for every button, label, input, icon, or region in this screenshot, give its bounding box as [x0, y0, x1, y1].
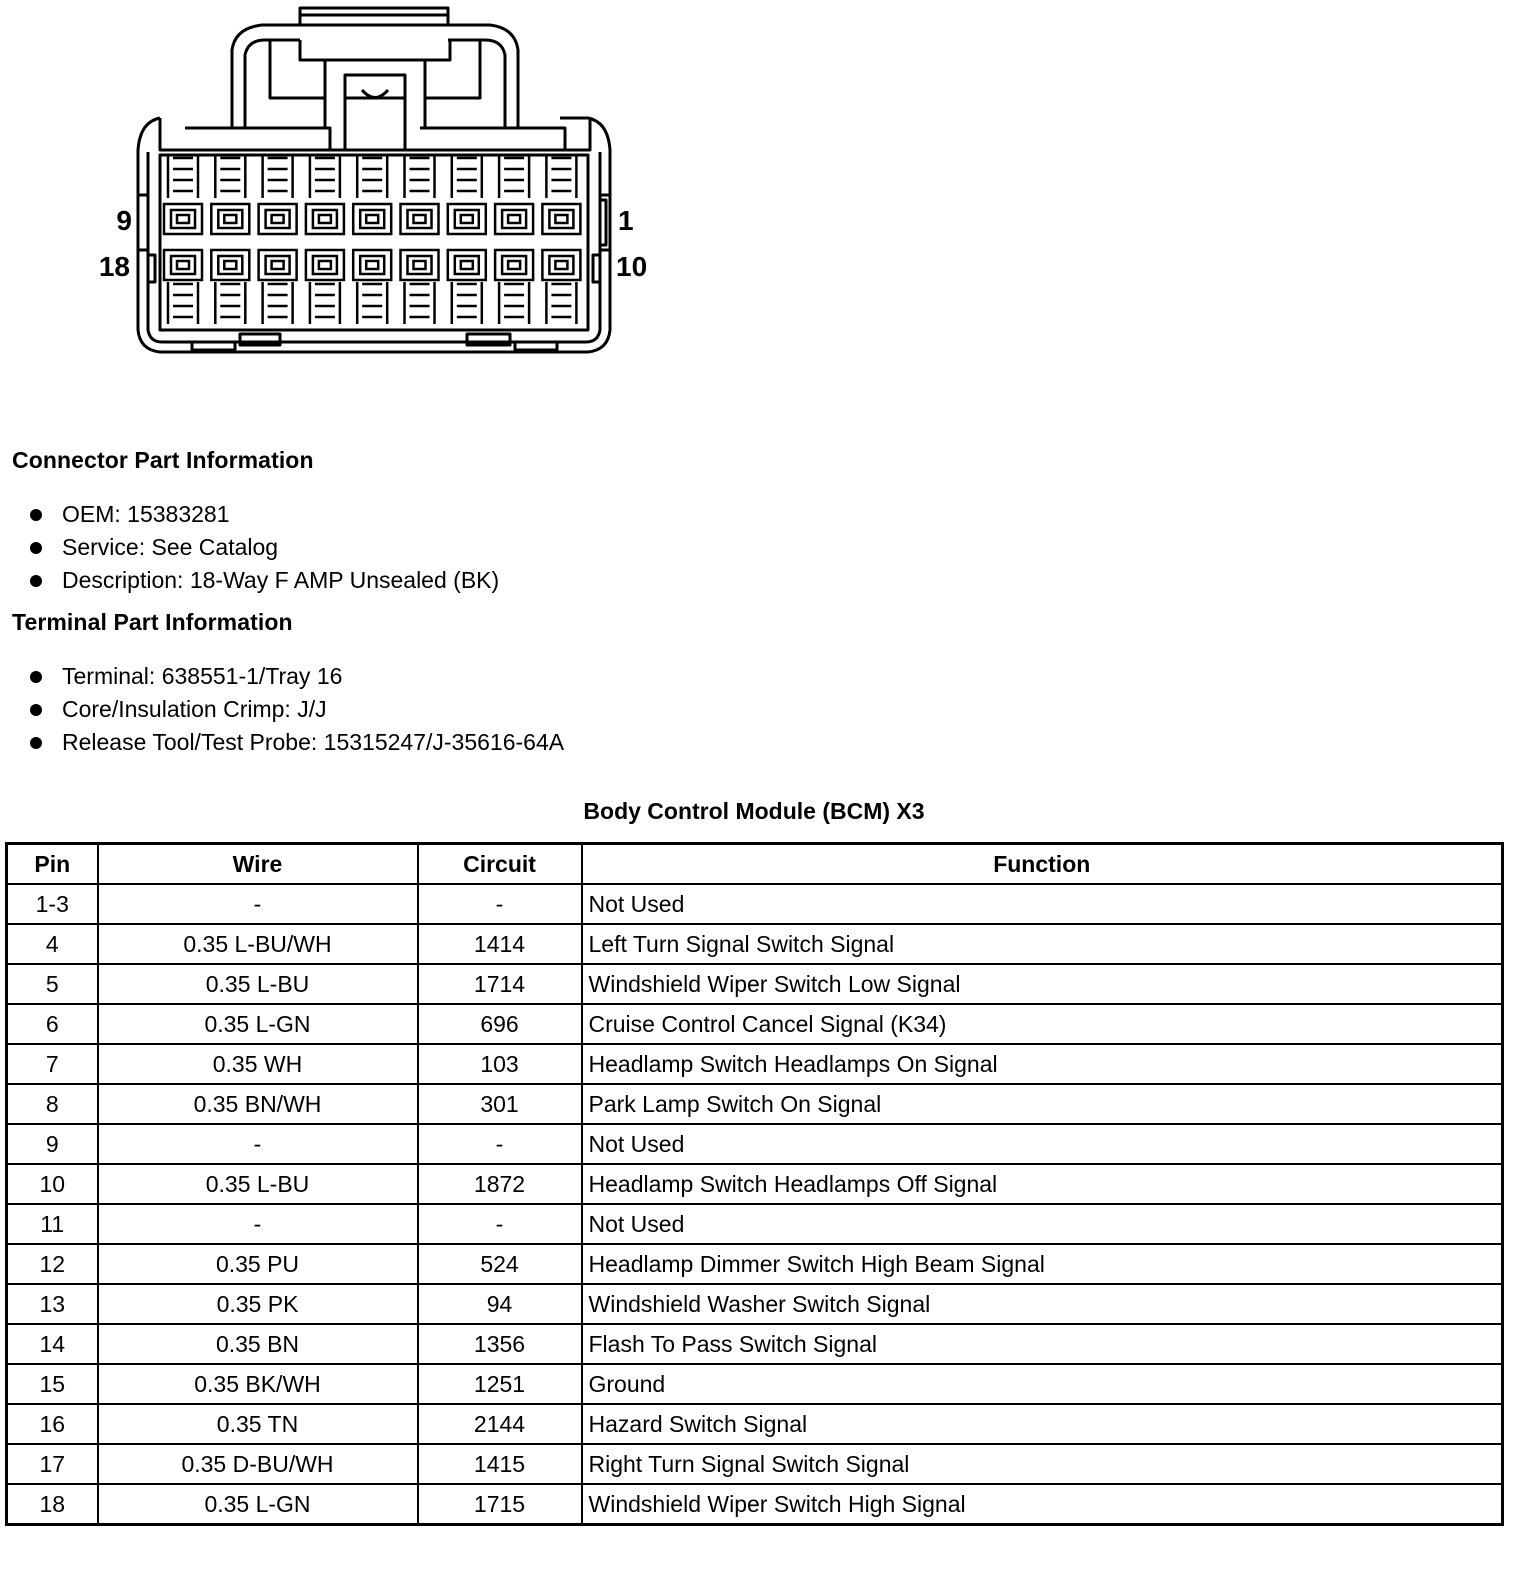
function-cell: Right Turn Signal Switch Signal: [582, 1444, 1503, 1484]
pin-cell: 5: [7, 964, 98, 1004]
function-cell: Left Turn Signal Switch Signal: [582, 924, 1503, 964]
pin-cell: 12: [7, 1244, 98, 1284]
table-row: [7, 1164, 1503, 1204]
cavity: [401, 250, 439, 324]
circuit-cell: 1872: [418, 1164, 582, 1204]
cavity: [495, 250, 533, 324]
function-cell: Windshield Wiper Switch Low Signal: [582, 964, 1503, 1004]
pin-label-top-right: 1: [618, 205, 634, 236]
circuit-cell: -: [418, 1204, 582, 1244]
wire-cell: 0.35 D-BU/WH: [98, 1444, 418, 1484]
list-item: [26, 693, 564, 726]
table-body: [7, 884, 1503, 1525]
pin-cell: 11: [7, 1204, 98, 1244]
cavity: [211, 156, 249, 234]
circuit-cell: -: [418, 884, 582, 924]
wire-cell: -: [98, 884, 418, 924]
pin-cell: 6: [7, 1004, 98, 1044]
pin-cell: 7: [7, 1044, 98, 1084]
wire-cell: 0.35 BN: [98, 1324, 418, 1364]
table-row: [7, 1084, 1503, 1124]
pin-cell: 8: [7, 1084, 98, 1124]
header-circuit: Circuit: [418, 844, 582, 885]
function-cell: Headlamp Dimmer Switch High Beam Signal: [582, 1244, 1503, 1284]
list-item: [26, 564, 499, 597]
table-row: [7, 964, 1503, 1004]
list-item: [26, 498, 499, 531]
table-row: [7, 1484, 1503, 1525]
cavity: [353, 156, 391, 234]
wire-cell: -: [98, 1204, 418, 1244]
circuit-cell: 524: [418, 1244, 582, 1284]
function-cell: Windshield Wiper Switch High Signal: [582, 1484, 1503, 1525]
circuit-cell: 1715: [418, 1484, 582, 1525]
function-cell: Flash To Pass Switch Signal: [582, 1324, 1503, 1364]
table-row: [7, 1004, 1503, 1044]
release-tool-text: Release Tool/Test Probe: 15315247/J-35616-64A: [62, 729, 565, 755]
function-cell: Not Used: [582, 1124, 1503, 1164]
cavity: [211, 250, 249, 324]
bullet-icon: [30, 509, 42, 521]
function-cell: Hazard Switch Signal: [582, 1404, 1503, 1444]
cavity: [495, 156, 533, 234]
table-title: Body Control Module (BCM) X3: [583, 798, 925, 824]
pin-cell: 16: [7, 1404, 98, 1444]
cavity: [164, 156, 202, 234]
pin-cell: 18: [7, 1484, 98, 1525]
pin-label-top-left: 9: [116, 205, 132, 236]
pin-cell: 1-3: [7, 884, 98, 924]
wire-cell: 0.35 L-BU: [98, 1164, 418, 1204]
pin-cell: 17: [7, 1444, 98, 1484]
table-row: [7, 1284, 1503, 1324]
pinout-table: [5, 842, 1504, 1526]
wire-cell: 0.35 L-GN: [98, 1484, 418, 1525]
bullet-icon: [30, 704, 42, 716]
circuit-cell: 1414: [418, 924, 582, 964]
wire-cell: -: [98, 1124, 418, 1164]
pin-cell: 4: [7, 924, 98, 964]
table-row: [7, 884, 1503, 924]
circuit-cell: 1251: [418, 1364, 582, 1404]
function-cell: Not Used: [582, 884, 1503, 924]
table-row: [7, 1204, 1503, 1244]
wire-cell: 0.35 WH: [98, 1044, 418, 1084]
pin-cell: 9: [7, 1124, 98, 1164]
cavity: [401, 156, 439, 234]
wire-cell: 0.35 BN/WH: [98, 1084, 418, 1124]
wire-cell: 0.35 PK: [98, 1284, 418, 1324]
table-header-row: [7, 844, 1503, 885]
cavity: [306, 250, 344, 324]
cavity: [353, 250, 391, 324]
cavity: [164, 250, 202, 324]
cavity: [542, 250, 580, 324]
table-row: [7, 1444, 1503, 1484]
cavity: [542, 156, 580, 234]
cavity: [306, 156, 344, 234]
circuit-cell: 696: [418, 1004, 582, 1044]
cavity: [259, 156, 297, 234]
bullet-icon: [30, 575, 42, 587]
bullet-icon: [30, 542, 42, 554]
wire-cell: 0.35 BK/WH: [98, 1364, 418, 1404]
circuit-cell: 103: [418, 1044, 582, 1084]
list-item: [26, 726, 564, 759]
terminal-info-heading: Terminal Part Information: [12, 609, 293, 635]
list-item: [26, 531, 499, 564]
table-row: [7, 1044, 1503, 1084]
wire-cell: 0.35 TN: [98, 1404, 418, 1444]
cavity: [259, 250, 297, 324]
table-row: [7, 1244, 1503, 1284]
bullet-icon: [30, 671, 42, 683]
table-row: [7, 1324, 1503, 1364]
pin-cell: 13: [7, 1284, 98, 1324]
cavity: [448, 250, 486, 324]
wire-cell: 0.35 L-BU/WH: [98, 924, 418, 964]
circuit-cell: 1415: [418, 1444, 582, 1484]
table-row: [7, 1364, 1503, 1404]
pin-label-bottom-right: 10: [616, 251, 648, 282]
connector-info-heading: Connector Part Information: [12, 447, 314, 473]
table-row: [7, 924, 1503, 964]
connector-info-list: [26, 498, 499, 597]
terminal-info-list: [26, 660, 564, 759]
cavity: [448, 156, 486, 234]
function-cell: Headlamp Switch Headlamps Off Signal: [582, 1164, 1503, 1204]
circuit-cell: 94: [418, 1284, 582, 1324]
pin-cell: 14: [7, 1324, 98, 1364]
service-text: Service: See Catalog: [62, 534, 279, 560]
circuit-cell: 2144: [418, 1404, 582, 1444]
circuit-cell: 1714: [418, 964, 582, 1004]
description-text: Description: 18-Way F AMP Unsealed (BK): [62, 567, 500, 593]
function-cell: Not Used: [582, 1204, 1503, 1244]
header-wire: Wire: [98, 844, 418, 885]
header-function: Function: [582, 844, 1503, 885]
wire-cell: 0.35 L-BU: [98, 964, 418, 1004]
connector-cavities: [164, 156, 580, 324]
pin-cell: 15: [7, 1364, 98, 1404]
list-item: [26, 660, 564, 693]
header-pin: Pin: [7, 844, 98, 885]
table-row: [7, 1404, 1503, 1444]
function-cell: Ground: [582, 1364, 1503, 1404]
function-cell: Headlamp Switch Headlamps On Signal: [582, 1044, 1503, 1084]
function-cell: Park Lamp Switch On Signal: [582, 1084, 1503, 1124]
wire-cell: 0.35 PU: [98, 1244, 418, 1284]
pin-label-bottom-left: 18: [98, 251, 130, 282]
oem-text: OEM: 15383281: [62, 501, 230, 527]
connector-face-diagram: [90, 0, 670, 360]
wire-cell: 0.35 L-GN: [98, 1004, 418, 1044]
crimp-text: Core/Insulation Crimp: J/J: [62, 696, 327, 722]
function-cell: Windshield Washer Switch Signal: [582, 1284, 1503, 1324]
circuit-cell: 1356: [418, 1324, 582, 1364]
table-row: [7, 1124, 1503, 1164]
terminal-text: Terminal: 638551-1/Tray 16: [62, 663, 343, 689]
function-cell: Cruise Control Cancel Signal (K34): [582, 1004, 1503, 1044]
circuit-cell: 301: [418, 1084, 582, 1124]
pin-cell: 10: [7, 1164, 98, 1204]
circuit-cell: -: [418, 1124, 582, 1164]
bullet-icon: [30, 737, 42, 749]
